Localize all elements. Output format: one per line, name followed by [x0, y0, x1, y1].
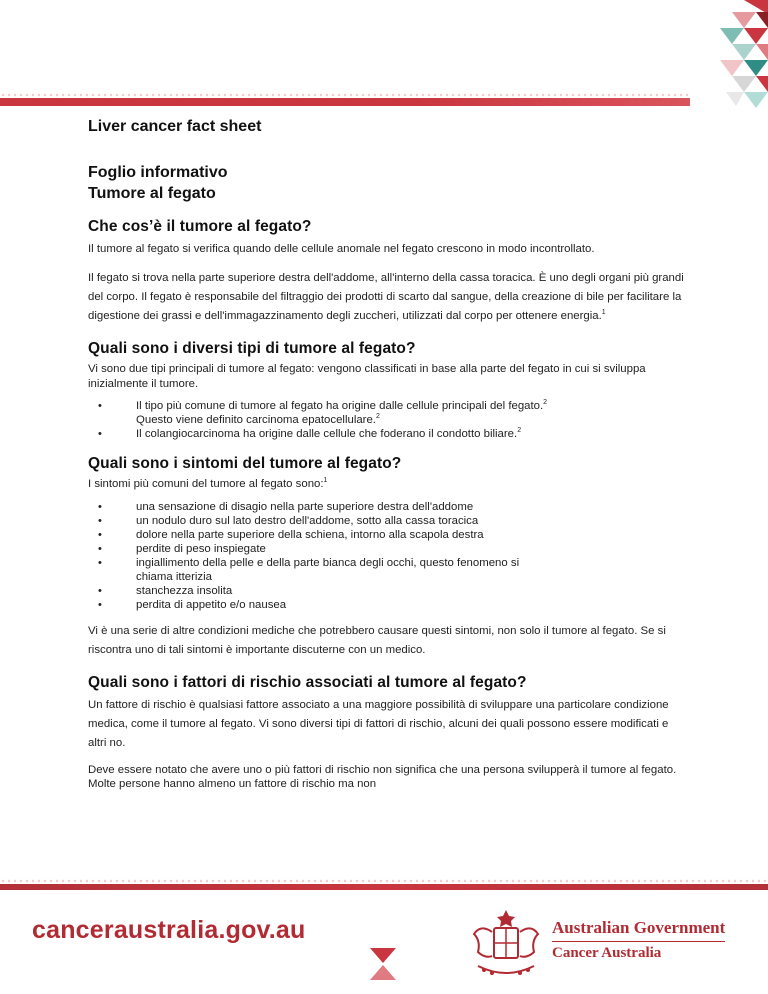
- subtitle-line-1: Foglio informativo: [88, 164, 228, 181]
- coat-of-arms-icon: [468, 904, 544, 984]
- what-is-paragraph-1: Il tumore al fegato si verifica quando delle cellule anomale nel fegato crescono in modo incontrollato.: [88, 243, 595, 255]
- reference-marker: 2: [543, 399, 548, 407]
- section-heading-what-is: Che cos’è il tumore al fegato?: [88, 218, 312, 235]
- footer-website-link[interactable]: canceraustralia.gov.au: [32, 916, 306, 944]
- list-item: • una sensazione di disagio nella parte superiore destra dell'addome: [136, 500, 688, 514]
- list-item: • perdita di appetito e/o nausea: [136, 598, 688, 612]
- symptoms-list: [88, 500, 688, 612]
- list-item: • perdite di peso inspiegate: [136, 542, 688, 556]
- document-subtitle: [88, 162, 688, 204]
- reference-marker: 2: [375, 413, 380, 421]
- section-heading-symptoms: Quali sono i sintomi del tumore al fegato?: [88, 455, 402, 472]
- list-item-text: Il tipo più comune di tumore al fegato ha origine dalle cellule principali del fegato.: [136, 400, 544, 412]
- risk-factors-paragraph-2: Deve essere notato che avere uno o più fattori di rischio non significa che una persona svilupperà il tumore al fegato. Molte persone hanno almeno un fattore di rischio ma non: [88, 763, 677, 790]
- footer-red-band: [0, 884, 768, 890]
- list-item: [136, 427, 688, 441]
- document-body: [88, 108, 688, 792]
- section-heading-types: Quali sono i diversi tipi di tumore al fegato?: [88, 340, 416, 357]
- list-item: [136, 399, 688, 427]
- risk-factors-paragraph-1: Un fattore di rischio è qualsiasi fattore associato a una maggiore possibilità di sviluppare una particolare condizione medica, come il tumore al fegato. Vi sono diversi tipi di fattori di rischio, alcuni dei quali possono essere modificati e altri no.: [88, 698, 669, 749]
- list-item: • un nodulo duro sul lato destro dell'addome, sotto alla cassa toracica: [136, 514, 688, 528]
- list-item: • dolore nella parte superiore della schiena, intorno alla scapola destra: [136, 528, 688, 542]
- header-red-band: [0, 98, 690, 106]
- reference-marker: 1: [323, 477, 328, 485]
- symptoms-intro: [88, 477, 688, 492]
- symptoms-outro: Vi è una serie di altre condizioni mediche che potrebbero causare questi sintomi, non solo il tumore al fegato. Se si riscontra uno di tali sintomi è importante discuterne con un medico.: [88, 624, 666, 656]
- hourglass-logo-icon: [370, 948, 396, 980]
- reference-marker: 1: [601, 309, 606, 317]
- agency-name: Cancer Australia: [552, 945, 662, 961]
- document-title: Liver cancer fact sheet: [88, 118, 262, 135]
- reference-marker: 2: [517, 427, 522, 435]
- list-item: • ingiallimento della pelle e della parte bianca degli occhi, questo fenomeno si chiama itterizia: [136, 556, 688, 584]
- subtitle-line-2: Tumore al fegato: [88, 185, 216, 202]
- triangle-pattern-decoration: [696, 0, 768, 118]
- list-item: • stanchezza insolita: [136, 584, 688, 598]
- symptoms-intro-text: I sintomi più comuni del tumore al fegato sono:: [88, 478, 324, 490]
- types-list: [88, 399, 688, 441]
- types-intro: Vi sono due tipi principali di tumore al fegato: vengono classificati in base alla parte del fegato in cui si sviluppa inizialmente il tumore.: [88, 363, 646, 390]
- government-divider: [552, 941, 725, 942]
- what-is-paragraph-2-text: Il fegato si trova nella parte superiore destra dell'addome, all'interno della cassa toracica. È uno degli organi più grandi del corpo. Il fegato è responsabile del filtraggio dei prodotti di scarto dal sangue, della creazione di bile per facilitare la digestione dei grassi e dell'immagazzinamento degli zuccheri, utilizzati dal corpo per ottenere energia.: [88, 272, 684, 322]
- section-heading-risk-factors: Quali sono i fattori di rischio associati al tumore al fegato?: [88, 673, 527, 691]
- list-item-text-continued: Questo viene definito carcinoma epatocellulare.: [136, 414, 376, 426]
- what-is-paragraph-2: [88, 269, 688, 326]
- government-title: Australian Government: [552, 918, 726, 937]
- list-item-text: Il colangiocarcinoma ha origine dalle cellule che foderano il condotto biliare.: [136, 428, 518, 440]
